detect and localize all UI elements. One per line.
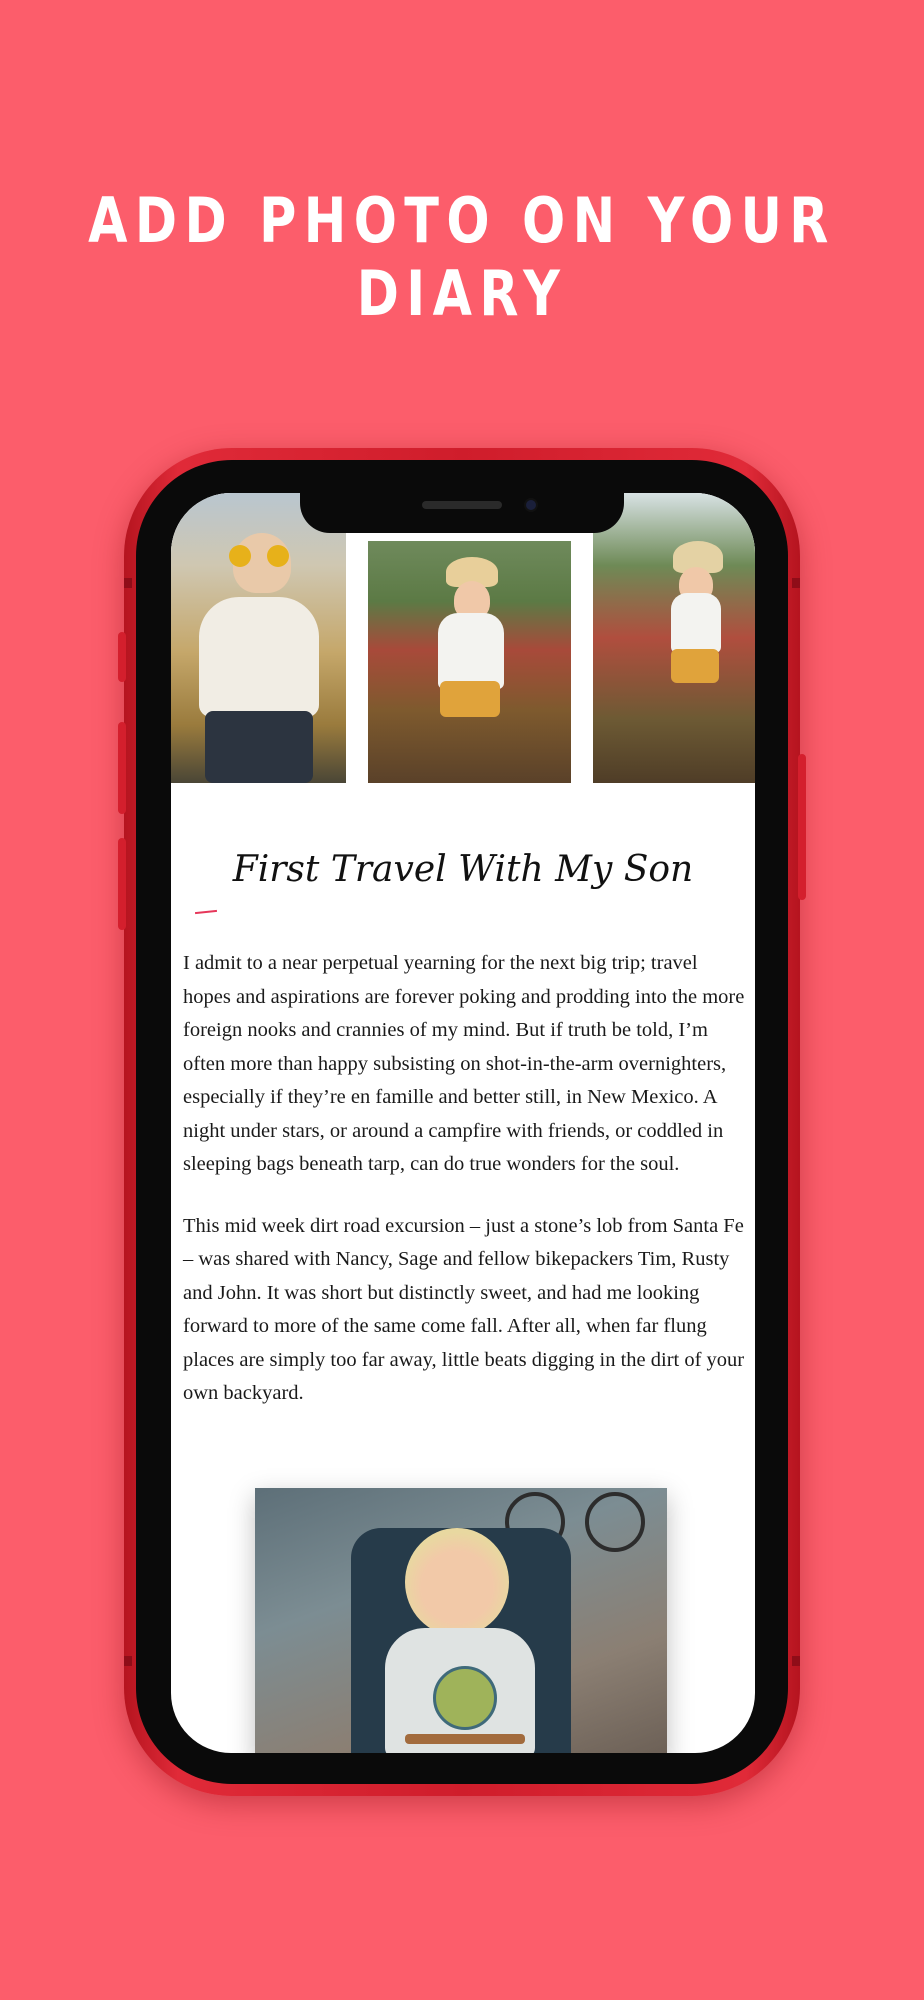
front-camera-icon: [524, 498, 538, 512]
article-paragraph: This mid week dirt road excursion – just a stone’s lob from Santa Fe – was shared with Nancy, Sage and fellow bikepackers Tim, Rusty and John. It was short but distinctly sweet, and had me looking forward to more of the same come fall. After all, when far flung places are simply too far away, little beats digging in the dirt of your own backyard.: [183, 1214, 745, 1404]
woman-with-sunflowers-photo[interactable]: [171, 493, 346, 783]
headline: ADD PHOTO ON YOUR DIARY: [88, 184, 836, 330]
phone-screen[interactable]: [171, 493, 755, 1753]
speaker-grille: [422, 501, 502, 509]
phone-notch: [300, 493, 624, 533]
child-side-view-photo[interactable]: [593, 493, 755, 783]
mute-switch: [118, 632, 126, 682]
text-cursor-mark: [195, 910, 217, 914]
antenna-band: [124, 578, 132, 588]
antenna-band: [124, 1656, 132, 1666]
torn-paper-edge: [346, 493, 370, 783]
volume-down-button: [118, 838, 126, 930]
power-button: [798, 754, 806, 900]
child-in-flower-field-photo[interactable]: [368, 541, 571, 783]
article-title[interactable]: First Travel With My Son: [232, 849, 694, 890]
torn-paper-edge: [571, 493, 595, 783]
antenna-band: [792, 578, 800, 588]
article-paragraph: I admit to a near perpetual yearning for the next big trip; travel hopes and aspirations are forever poking and prodding into the more foreign nooks and crannies of my mind. But if truth be told, I’m often more than happy subsisting on shot-in-the-arm overnighters, especially if they’re en famille and better still, in New Mexico. A night under stars, or around a campfire with friends, or coddled in sleeping bags beneath tarp, can do true wonders for the soul.: [183, 952, 745, 1175]
volume-up-button: [118, 722, 126, 814]
antenna-band: [792, 1656, 800, 1666]
child-in-bike-trailer-photo[interactable]: [255, 1488, 667, 1753]
photo-collage[interactable]: [171, 493, 755, 783]
article-body[interactable]: [183, 947, 749, 1411]
